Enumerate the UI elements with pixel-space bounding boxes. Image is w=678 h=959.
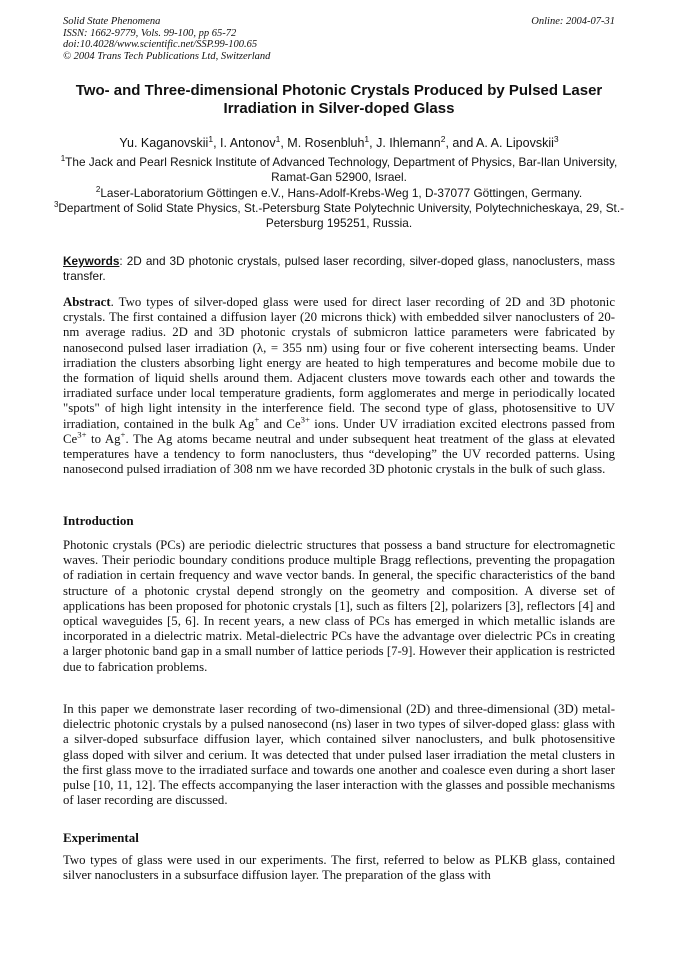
affiliation-2 [50, 186, 628, 201]
introduction-paragraph-1 [63, 538, 615, 675]
paper-title: Two- and Three-dimensional Photonic Crystals Produced by Pulsed Laser Irradiation in Silver-doped Glass [75, 82, 603, 117]
author-list [40, 135, 638, 151]
charge-superscript: 3+ [77, 429, 87, 440]
charge-superscript: + [120, 429, 126, 440]
paragraph-text: Photonic crystals (PCs) are periodic dielectric structures that possess a band structure for electromagnetic waves. Their periodic boundary conditions produce multiple Bragg reflections, preventing the propagation of radiation in certain frequency and wave vector bands. In general, the specific characteristics of the band structure of a photonic crystal depend strongly on the geometry and composition. A diverse set of applications has been proposed for photonic crystals [1], such as filters [2], polarizers [3], reflectors [4] and optical waveguides [5, 6]. In recent years, a new class of PCs has emerged in which metallic islands are incorporated in a dielectric matrix. Metal-dielectric PCs have the advantage over dielectric PCs in creating a larger photonic band gap in a small number of lattice periods [7-9]. However their application is restricted due to fabrication problems. [63, 538, 615, 674]
affiliation-1 [50, 155, 628, 186]
affiliation-number: 3 [53, 199, 59, 209]
copyright-line: © 2004 Trans Tech Publications Ltd, Switzerland [63, 50, 271, 62]
affiliation-marker: 1 [364, 133, 370, 144]
abstract-text: and Ce [259, 416, 301, 431]
author-name: , J. Ihlemann [369, 136, 441, 150]
affiliation-text: Laser-Laboratorium Göttingen e.V., Hans-Adolf-Krebs-Weg 1, D-37077 Göttingen, Germany. [100, 185, 583, 200]
affiliation-text: The Jack and Pearl Resnick Institute of Advanced Technology, Department of Physics, Bar-Ilan University, Ramat-Gan 52900, Israel. [65, 155, 618, 185]
paragraph-text: In this paper we demonstrate laser recording of two-dimensional (2D) and three-dimensional (3D) metal-dielectric photonic crystals by a pulsed nanosecond (ns) laser in two types of silver-doped glass: glass with a silver-doped subsurface diffusion layer, which contained silver nanoclusters, and bulk photosensitive glass doped with silver and cerium. It was detected that under pulsed laser irradiation the metal clusters in the first glass move to the irradiated surface and towards one another and coalesce even during a short laser pulse [10, 11, 12]. The effects accompanying the laser interaction with the glasses and possible mechanisms of laser recording are discussed. [63, 702, 616, 808]
abstract-paragraph [63, 295, 615, 477]
keywords-text: : 2D and 3D photonic crystals, pulsed laser recording, silver-doped glass, nanoclusters, mass transfer. [63, 254, 615, 283]
author-name: , I. Antonov [213, 136, 276, 150]
abstract-text: . The Ag atoms became neutral and under subsequent heat treatment of the glass at elevated temperatures have a tendency to form nanoclusters, thus “developing” the UV recorded patterns. Using nanosecond pulsed irradiation of 308 nm we have recorded 3D photonic crystals in the bulk of such glass. [63, 431, 615, 477]
author-name: , and A. A. Lipovskii [445, 136, 554, 150]
affiliation-marker: 1 [208, 133, 214, 144]
author-name: Yu. Kaganovskii [119, 136, 209, 150]
affiliation-marker: 2 [440, 133, 446, 144]
abstract-text: . Two types of silver-doped glass were used for direct laser recording of 2D and 3D photonic crystals. The first contained a diffusion layer (20 microns thick) with embedded silver nanoclusters of 20-nm average radius. 2D and 3D photonic crystals of submicron lattice parameters were fabricated by nanosecond pulsed laser irradiation (λ, = 355 nm) using four or five coherent intersecting beams. Under irradiation the clusters absorbing light energy are heated to high temperatures and become mobile due to the formation of liquid shells around them. Adjacent clusters move towards each other and towards the irradiated surface under local temperature gradients, form agglomerates and merge in periodically located "spots" of high light intensity in the interference field. The second type of glass, photosensitive to UV irradiation, contained in the bulk Ag [63, 295, 615, 431]
affiliations [50, 155, 628, 231]
charge-superscript: 3+ [300, 414, 310, 425]
affiliation-number: 2 [95, 184, 101, 194]
introduction-heading: Introduction [63, 513, 134, 528]
keywords-label: Keywords [63, 254, 120, 268]
online-date: Online: 2004-07-31 [531, 16, 615, 27]
introduction-paragraph-2 [63, 702, 615, 808]
abstract-text: ions. Under UV irradiation excited electrons passed from Ce [63, 416, 615, 446]
running-header [63, 16, 615, 62]
author-name: , M. Rosenbluh [280, 136, 365, 150]
affiliation-3 [50, 201, 628, 232]
journal-name: Solid State Phenomena [63, 16, 161, 27]
paragraph-text: Two types of glass were used in our experiments. The first, referred to below as PLKB glass, contained silver nanoclusters in a subsurface diffusion layer. The preparation of the glass with [63, 853, 615, 883]
experimental-heading: Experimental [63, 830, 139, 845]
affiliation-number: 1 [60, 154, 66, 164]
charge-superscript: + [254, 414, 260, 425]
affiliation-marker: 1 [275, 133, 281, 144]
abstract-text: to Ag [86, 431, 121, 446]
abstract-label: Abstract [63, 295, 111, 309]
issn-line: ISSN: 1662-9779, Vols. 99-100, pp 65-72 [63, 27, 237, 39]
affiliation-marker: 3 [553, 133, 559, 144]
experimental-paragraph-1 [63, 853, 615, 883]
affiliation-text: Department of Solid State Physics, St.-Petersburg State Polytechnic University, Polytechnicheskaya, 29, St.-Petersburg 195251, Russia. [58, 200, 625, 231]
doi-line: doi:10.4028/www.scientific.net/SSP.99-100.65 [63, 39, 258, 50]
keywords-block [63, 254, 615, 283]
